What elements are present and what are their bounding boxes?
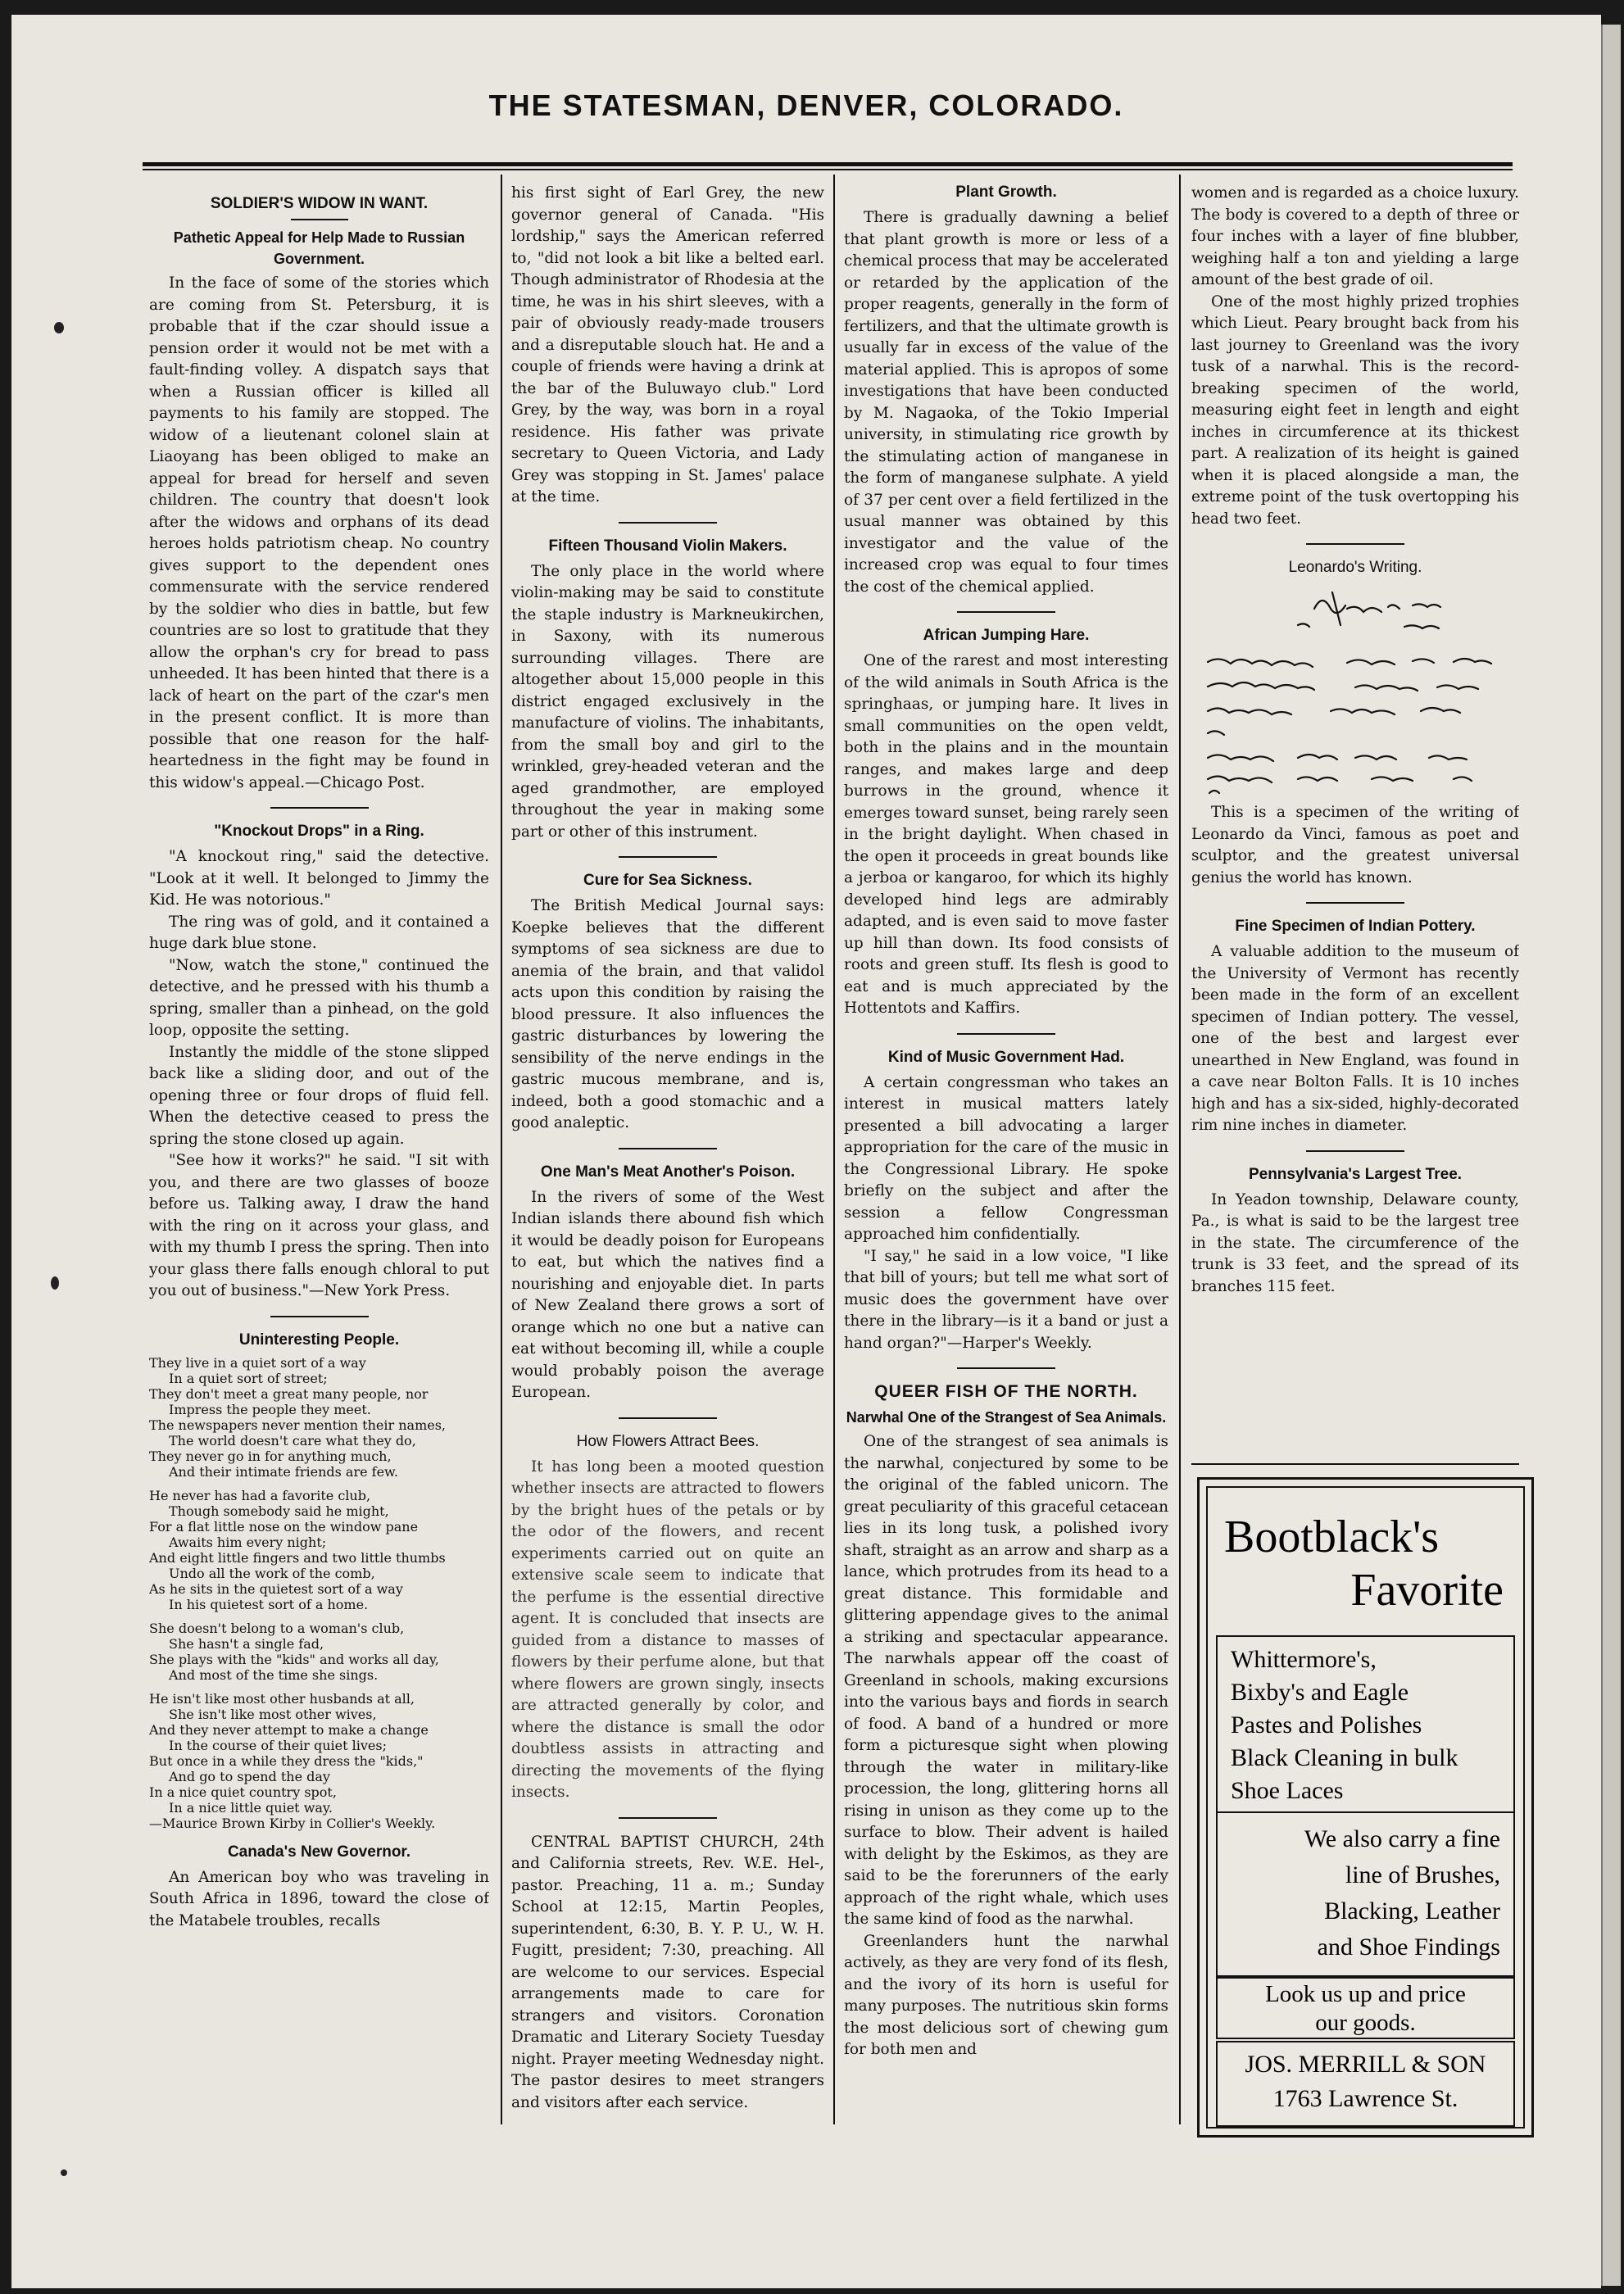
masthead-rule — [143, 162, 1513, 170]
poem-line: He never has had a favorite club, — [149, 1487, 371, 1503]
poem-line: They don't meet a great many people, nor — [149, 1385, 429, 1402]
article-text: There is gradually dawning a belief that plant growth is more or less of a chemical process that may be accelerated or retarded by the application of the proper reagents, generally in the form of fertilizers, and that the ultimate growth is usually far in excess of the value of the material applied. This is apropos of some investigations that have been conducted by M. Nagaoka, of the Tokio Imperial university, in stimulating rice growth by the stimulating action of manganese in the form of manganese sulphate. A yield of 37 per cent over a field fertilized in the usual manner was obtained by this investigator and the value of the increased crop was equal to four times the cost of the chemical applied. — [844, 209, 1168, 596]
church-notice: CENTRAL BAPTIST CHURCH, 24th and California streets, Rev. W.E. Hel-, pastor. Preaching, 11 a. m.; Sunday School at 12:15, Martin Peoples, superintendent, 6:30, B. Y. P. U., W. H. Fugitt, president; 7:30, preaching. All are welcome to our services. Especial arrangements made to care for strangers and visitors. Coronation Dramatic and Literary Society Tuesday night. Prayer meeting Wednesday night. The pastor desires to meet strangers and visitors after each service. — [511, 1833, 824, 2111]
article-headline: How Flowers Attract Bees. — [576, 1432, 760, 1450]
article-text: An American boy who was traveling in South Africa in 1896, toward the close of the Matabele troubles, recalls — [149, 1868, 489, 1929]
poem-title: Uninteresting People. — [238, 1331, 400, 1349]
ink-speck — [51, 1276, 59, 1290]
ad-line: Whittermore's, — [1231, 1646, 1377, 1673]
ad-look-text — [1216, 1975, 1515, 2039]
article-text: A valuable addition to the museum of the University of Vermont has recently been made in the form of an excellent specimen of Indian pottery. The vessel, one of the best and largest ever unearthed in New England, was found in a cave near Bolton Falls. It is 10 inches high and has a six-sided, highly-decorated rim nine inches in diameter. — [1191, 943, 1519, 1134]
article-subheadline: Pathetic Appeal for Help Made to Russian Government. — [173, 229, 465, 267]
divider — [957, 1033, 1055, 1035]
divider — [619, 856, 717, 858]
ad-line: Look us up and price — [1265, 1981, 1466, 2007]
poem-line: As he sits in the quietest sort of a way — [149, 1580, 403, 1597]
poem-line: And eight little fingers and two little thumbs — [149, 1549, 446, 1566]
poem-line: And go to spend the day — [169, 1768, 330, 1784]
divider — [957, 1367, 1055, 1369]
ad-line: Blacking, Leather — [1324, 1897, 1500, 1925]
article-subheadline: Narwhal One of the Strangest of Sea Animals. — [846, 1409, 1167, 1426]
ad-line: Pastes and Polishes — [1231, 1711, 1422, 1739]
ad-line: and Shoe Findings — [1317, 1934, 1500, 1961]
poem-line: The world doesn't care what they do, — [169, 1432, 416, 1448]
poem-line: She isn't like most other wives, — [169, 1706, 377, 1722]
article-headline: Fine Specimen of Indian Pottery. — [1235, 918, 1476, 935]
poem-line: In the course of their quiet lives; — [169, 1737, 387, 1753]
article-text: One of the strangest of sea animals is the narwhal, conjectured by some to be the original of the fabled unicorn. The great peculiarity of this graceful cetacean lies in its long tusk, a polished ivory shaft, straight as an arrow and sharp as a lance, which protrudes from its head to a great distance. This formidable and glittering appendage gives to the animal a striking and spectacular appearance. The narwhals appear off the coast of Greenland in schools, making excursions into the various bays and fiords in search of food. A band of a hundred or more form a picturesque sight when plowing through the water in military-like procession, the long, glittering horns all rising in unison as they come up to the surface to blow. Their advent is hailed with delight by the Eskimos, as they are said to be the forerunners of the early approach of the right whale, which uses the same kind of food as the narwhal. — [844, 1433, 1168, 1928]
ad-carry-text — [1216, 1811, 1515, 1979]
poem-line: —Maurice Brown Kirby in Collier's Weekly. — [149, 1815, 436, 1831]
article-text: The British Medical Journal says: Koepke believes that the different symptoms of sea sickness are due to anemia of the brain, and that validol acts upon this condition by raising the blood pressure. It also influences the gastric disturbances by lowering the sensibility of the nerve endings in the gastric mucous membrane, and is, indeed, both a good stomachic and a good analeptic. — [511, 897, 824, 1131]
divider — [291, 219, 348, 220]
poem-line: But once in a while they dress the "kids," — [149, 1752, 424, 1769]
article-text: One of the rarest and most interesting of the wild animals in South Africa is the springhaas, or jumping hare. It lives in small communities on the open veldt, both in the plains and in the mountain ranges, and makes large and deep burrows in the ground, whence it emerges toward sunset, being rarely seen in the bright daylight. When chased in the open it proceeds in great bounds like a jerboa or kangaroo, for which its highly developed hind legs are admirably adapted, and is even said to move faster up hill than down. Its food consists of roots and green stuff. Its flesh is good to eat and is much appreciated by the Hottentots and Kaffirs. — [844, 652, 1168, 1017]
article-headline: Cure for Sea Sickness. — [583, 872, 752, 889]
article-headline: "Knockout Drops" in a Ring. — [214, 823, 424, 840]
column-3 — [844, 183, 1168, 2133]
article-text: women and is regarded as a choice luxury. The body is covered to a depth of three or four inches with a layer of fine blubber, weighing half a ton and yielding a large amount of the best grade of oil. — [1191, 184, 1519, 288]
ad-line: Shoe Laces — [1231, 1777, 1344, 1804]
ad-border — [1206, 1486, 1525, 2129]
article-headline: Leonardo's Writing. — [1288, 559, 1422, 576]
article-headline: Plant Growth. — [955, 184, 1057, 201]
ad-line: Black Cleaning in bulk — [1231, 1744, 1458, 1771]
divider — [1306, 1150, 1404, 1152]
article-headline: Kind of Music Government Had. — [887, 1048, 1125, 1066]
divider — [1191, 1463, 1519, 1465]
ad-products-list — [1216, 1635, 1515, 1813]
divider — [1306, 902, 1404, 904]
ad-title: Bootblack's — [1224, 1512, 1440, 1562]
column-divider — [1179, 175, 1181, 2124]
ad-line: Bixby's and Eagle — [1231, 1679, 1409, 1706]
divider — [619, 1148, 717, 1149]
page-edge — [1601, 25, 1621, 2286]
image-caption: This is a specimen of the writing of Leonardo da Vinci, famous as poet and sculptor, and the greatest universal genius the world has known. — [1191, 804, 1519, 886]
ad-title: Favorite — [1350, 1565, 1504, 1616]
ink-speck — [54, 322, 64, 333]
article-text: In the rivers of some of the West Indian islands there abound fish which it would be deadly poison for Europeans to eat, but which the natives find a nourishing and enjoyable diet. In parts of New Zealand there grows a sort of orange which no one but a native can eat without becoming ill, while a couple would probably poison the average European. — [511, 1188, 824, 1401]
divider — [619, 522, 717, 524]
poem-line: They live in a quiet sort of a way — [149, 1354, 366, 1371]
article-text: "See how it works?" he said. "I sit with you, and there are two glasses of booze before us. Talking away, I draw the hand with the ring on it across your glass, and with my thumb I press the spring. Then into your glass there falls enough chloral to put you out of business."—New York Press. — [149, 1152, 489, 1299]
poem-line: And their intimate friends are few. — [169, 1463, 398, 1480]
poem-line: She doesn't belong to a woman's club, — [149, 1620, 405, 1636]
divider — [270, 807, 369, 809]
ad-company-address: 1763 Lawrence St. — [1272, 2085, 1458, 2112]
poem-line: For a flat little nose on the window pane — [149, 1518, 419, 1535]
article-headline: Pennsylvania's Largest Tree. — [1248, 1165, 1463, 1183]
article-text: "Now, watch the stone," continued the detective, and he pressed with his thumb a spring, smaller than a pinhead, on the gold loop, opposite the setting. — [149, 956, 489, 1039]
divider — [1306, 543, 1404, 545]
poem-line: Undo all the work of the comb, — [169, 1565, 375, 1581]
ink-speck — [61, 2169, 67, 2176]
article-text: his first sight of Earl Grey, the new governor general of Canada. "His lordship," says the American referred to, "did not look a bit like a belted earl. Though administrator of Rhodesia at the time, he was in his shirt sleeves, with a pair of obviously ready-made trousers and a disreputable slouch hat. He and a couple of friends were having a drink at the bar of the Buluwayo club." Lord Grey, by the way, was born in a royal residence. His father was private secretary to Queen Victoria, and Lady Grey was stopping in St. James' palace at the time. — [511, 184, 824, 505]
column-4 — [1191, 183, 1519, 1461]
column-1 — [149, 183, 489, 2133]
ad-company-block — [1216, 2041, 1515, 2127]
article-text: In Yeadon township, Delaware county, Pa., is what is said to be the largest tree in the state. The circumference of the trunk is 33 feet, and the spread of its branches 115 feet. — [1191, 1190, 1519, 1295]
newspaper-page — [11, 15, 1601, 2288]
column-divider — [833, 175, 835, 2124]
poem-line: The newspapers never mention their names, — [149, 1417, 447, 1433]
divider — [270, 1316, 369, 1317]
poem-stanza — [149, 1488, 489, 1612]
article-headline: QUEER FISH OF THE NORTH. — [874, 1382, 1138, 1401]
article-text: "A knockout ring," said the detective. "Look at it well. It belonged to Jimmy the Kid. He was notorious." — [149, 848, 489, 909]
divider — [619, 1417, 717, 1419]
column-divider — [501, 175, 502, 2124]
ad-line: our goods. — [1315, 2010, 1416, 2036]
article-text: The only place in the world where violin-making may be said to constitute the staple industry is Markneukirchen, in Saxony, with its numerous surrounding villages. There are altogether about 15,000 people in this district engaged exclusively in the manufacture of violins. The inhabitants, from the small boy and girl to the wrinkled, grey-headed veteran and the aged grandmother, are employed throughout the year in making some part or other of this instrument. — [511, 562, 824, 841]
poem-line: And they never attempt to make a change — [149, 1721, 429, 1738]
poem-line: In his quietest sort of a home. — [169, 1596, 369, 1612]
poem-line: Impress the people they meet. — [169, 1401, 371, 1417]
divider — [619, 1817, 717, 1819]
poem-line: They never go in for anything much, — [149, 1448, 392, 1464]
poem-line: In a nice quiet country spot, — [149, 1784, 337, 1800]
article-headline: One Man's Meat Another's Poison. — [540, 1163, 796, 1181]
article-headline: African Jumping Hare. — [923, 627, 1090, 644]
article-headline: Canada's New Governor. — [227, 1843, 411, 1861]
poem-line: Though somebody said he might, — [169, 1503, 389, 1519]
article-text: "I say," he said in a low voice, "I like that bill of yours; but tell me what sort of music does the government have over there in the library—is it a band or just a hand organ?"—Harper's Weekly. — [844, 1247, 1168, 1352]
leonardo-manuscript-image — [1191, 584, 1519, 797]
ad-company-name: JOS. MERRILL & SON — [1245, 2051, 1486, 2078]
poem-line: She plays with the "kids" and works all day, — [149, 1651, 439, 1667]
bootblack-advertisement — [1197, 1477, 1534, 2138]
poem-line: In a nice little quiet way. — [169, 1799, 333, 1816]
ad-line: line of Brushes, — [1345, 1861, 1500, 1888]
poem-stanza — [149, 1691, 489, 1831]
article-text: One of the most highly prized trophies which Lieut. Peary brought back from his last journey to Greenland was the ivory tusk of a narwhal. This is the record-breaking specimen of the world, measuring eight feet in length and eight inches in circumference at its thickest part. A realization of its height is gained when it is placed alongside a man, the extreme point of the tusk overtopping his head two feet. — [1191, 292, 1519, 528]
article-text: It has long been a mooted question whether insects are attracted to flowers by the bright hues of the petals or by the odor of the flowers, and recent experiments carried out on quite an extensive scale seem to indicate that the perfume is the essential directive agent. It is concluded that insects are guided from a distance to masses of flowers by their perfume alone, but that where flowers are grown singly, insects are attracted generally by color, and where the distance is small the odor doubtless assists in attracting and directing the movements of the flying insects. — [511, 1458, 824, 1801]
article-text: Instantly the middle of the stone slipped back like a sliding door, and out of the opening three or four drops of fluid fell. When the detective ceased to press the spring the stone closed up again. — [149, 1043, 489, 1148]
poem-stanza — [149, 1355, 489, 1480]
poem-line: He isn't like most other husbands at all, — [149, 1690, 415, 1707]
poem-line: And most of the time she sings. — [169, 1666, 379, 1683]
article-text: In the face of some of the stories which are coming from St. Petersburg, it is probable that if the czar should issue a pension order it would not be met with a fault-finding volley. A dispatch says that when a Russian officer is killed all payments to his family are stopped. The widow of a lieutenant colonel slain at Liaoyang has been obliged to make an appeal for bread for herself and seven children. The country that doesn't look after the widows and orphans of its dead heroes holds patriotism cheap. No country gives support to the dependent ones commensurate with the service rendered by the soldier who dies in battle, but few countries are so lost to gratitude that they allow the orphan's cry for bread to pass unheeded. It has been hinted that there is a lack of heart on the part of the czar's men in the present conflict. It is more than possible that one reason for the half-heartedness in the fight may be found in this widow's appeal.—Chicago Post. — [149, 274, 489, 791]
ad-line: We also carry a fine — [1304, 1825, 1500, 1852]
divider — [957, 611, 1055, 613]
poem-line: Awaits him every night; — [169, 1534, 327, 1550]
masthead: THE STATESMAN, DENVER, COLORADO. — [488, 88, 1124, 122]
article-text: A certain congressman who takes an interest in musical matters lately presented a bill advocating a larger appropriation for the care of the music in the Congressional Library. He spoke briefly on the subject and after the session a fellow Congressman approached him confidentially. — [844, 1073, 1168, 1243]
article-text: The ring was of gold, and it contained a huge dark blue stone. — [149, 913, 489, 952]
column-2 — [511, 183, 824, 2133]
article-text: Greenlanders hunt the narwhal actively, as they are very fond of its flesh, and the ivory of its horn is useful for many purposes. The nutritious skin forms the most delicious sort of chewing gum for both men and — [844, 1932, 1168, 2058]
article-headline: Fifteen Thousand Violin Makers. — [548, 537, 787, 555]
poem-stanza — [149, 1621, 489, 1683]
poem-line: In a quiet sort of street; — [169, 1370, 328, 1386]
poem-line: She hasn't a single fad, — [169, 1635, 324, 1652]
article-headline: SOLDIER'S WIDOW IN WANT. — [210, 195, 429, 212]
